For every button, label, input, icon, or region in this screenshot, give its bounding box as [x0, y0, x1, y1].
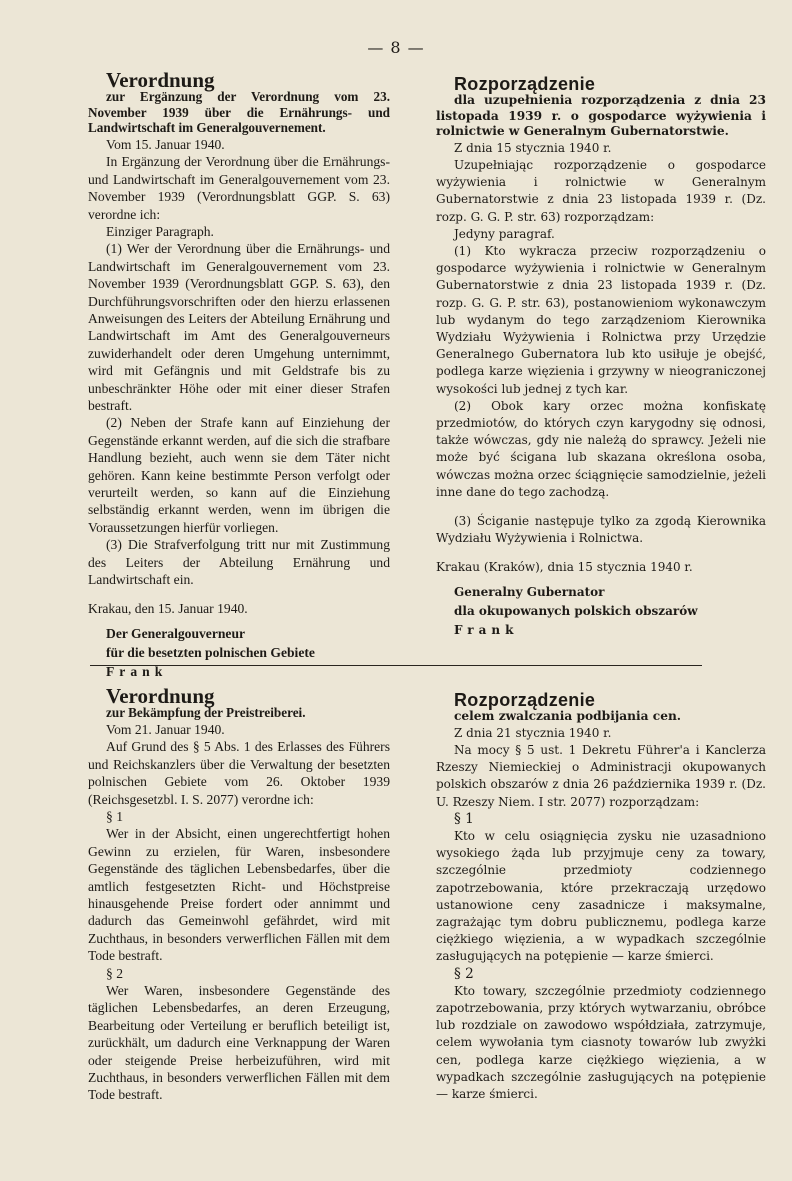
section-2-heading: § 2: [106, 965, 123, 981]
decree-date: Z dnia 15 stycznia 1940 r.: [454, 140, 612, 155]
paragraph-1: (1) Wer der Verordnung über die Ernährungs- und Landwirtschaft im Generalgouvernement vom 23. November 1939 (Verordnungsblatt GGP. S. 63), den Durchführungsvorschriften oder den hierzu erlassenen Anweisungen des Leiters der Abteilung Ernährung und Landwirtschaft im Amt des Generalgouverneurs zuwiderhandelt oder deren Umgehung unternimmt, wird mit Gefängnis und mit Geldstrafe bis zu unbeschränkter Höhe oder mit einer dieser Strafen bestraft.: [88, 241, 390, 413]
decree-subtitle: zur Ergänzung der Verordnung vom 23. November 1939 über die Ernährungs- und Landwirtschaft im Generalgouvernement.: [88, 89, 390, 136]
decree-title: Verordnung: [106, 684, 215, 708]
page-number: — 8 —: [367, 38, 425, 57]
decree-title: Verordnung: [106, 68, 215, 92]
paragraph-2: (2) Obok kary orzec można konfiskatę przedmiotów, do których czyn karygodny się odnosi, także wówczas, gdy nie należą do sprawcy. Jeżeli nie może być ścigana lub skazana określona osoba, wówczas można orzec ściągnięcie samodzielnie, jeżeli inne dane do tego zachodzą.: [436, 398, 766, 499]
signature-title: Generalny Gubernator: [454, 584, 605, 599]
paragraph-heading: Jedyny paragraf.: [454, 226, 555, 241]
signature-name: Frank: [106, 663, 168, 679]
section-1-heading: § 1: [106, 808, 123, 824]
paragraph-3: (3) Die Strafverfolgung tritt nur mit Zustimmung des Leiters der Abteilung Ernährung und Landwirtschaft ein.: [88, 537, 390, 588]
decree-date: Vom 15. Januar 1940.: [106, 136, 225, 152]
decree-title: Rozporządzenie: [454, 690, 596, 710]
decree-date: Z dnia 21 stycznia 1940 r.: [454, 725, 612, 740]
paragraph-heading: Einziger Paragraph.: [106, 223, 214, 239]
place-date: Krakau (Kraków), dnia 15 stycznia 1940 r.: [436, 560, 693, 575]
decree-subtitle: zur Bekämpfung der Preistreiberei.: [106, 705, 306, 721]
top-polish-column: [436, 76, 766, 640]
signature-name: Frank: [454, 622, 519, 637]
signature-subtitle: dla okupowanych polskich obszarów: [454, 603, 698, 618]
paragraph-1: (1) Kto wykracza przeciw rozporządzeniu o gospodarce wyżywienia i rolnictwie w Generalnym Gubernatorstwie z dnia 23 listopada 1939 r. (Dz. rozp. G. G. P. str. 63), postanowieniom wykonawczym lub wydanym do tego zarządzeniom Kierownika Wydziału Wyżywienia i Rolnictwa przy Urzędzie Generalnego Gubernatora lub kto usiłuje je obejść, podlega karze więzienia i grzywny w nieograniczonej wysokości lub jednej z tych kar.: [436, 243, 766, 396]
bottom-german-column: [88, 684, 390, 1104]
section-2-heading: § 2: [454, 965, 474, 982]
top-german-column: [88, 68, 390, 681]
signature-subtitle: für die besetzten polnischen Gebiete: [106, 644, 315, 660]
section-1-text: Wer in der Absicht, einen ungerechtfertigt hohen Gewinn zu erzielen, für Waren, insbesondere Gegenstände des täglichen Lebensbedarfes, über die amtlich festgesetzten Richt- und Höchstpreise hinausgehende Preise fordert oder annimmt und dadurch das Gemeinwohl gefährdet, wird mit Zuchthaus, in besonders verwerflichen Fällen mit dem Tode bestraft.: [88, 826, 390, 964]
decree-intro: Na mocy § 5 ust. 1 Dekretu Führer'a i Kanclerza Rzeszy Niemieckiej o Administracji okupowanych polskich obszarów z dnia 26 października 1939 r. (Dz. U. Rzeszy Niem. I str. 2077) rozporządzam:: [436, 742, 766, 809]
section-2-text: Kto towary, szczególnie przedmioty codziennego zapotrzebowania, przy których wytwarzaniu, obróbce lub rozdziale on zawodowo współdziała, zatrzymuje, celem wywołania tym ciasnoty towarów lub zwyżki cen, podlega karze ciężkiego więzienia, a w wypadkach szczególnie zasługujących na potępienie — karze śmierci.: [436, 983, 766, 1101]
decree-title: Rozporządzenie: [454, 74, 596, 94]
paragraph-3: (3) Ściganie następuje tylko za zgodą Kierownika Wydziału Wyżywienia i Rolnictwa.: [436, 513, 766, 546]
section-1-text: Kto w celu osiągnięcia zysku nie uzasadniono wysokiego żąda lub przyjmuje ceny za towary, szczególnie przedmioty codziennego zapotrzebowania, które przekraczają urzędowo ustanowione ceny zasadnicze i maksymalne, zagrażając tym dobru publicznemu, podlega karze ciężkiego więzienia, a w wypadkach szczególnie zasługujących na potępienie — karze śmierci.: [436, 828, 766, 964]
section-2-text: Wer Waren, insbesondere Gegenstände des täglichen Lebensbedarfes, an deren Erzeugung, Bearbeitung oder Verteilung er beruflich beteiligt ist, zurückhält, um dadurch eine Verknappung der Waren oder steigende Preise herbeizuführen, wird mit Zuchthaus, in besonders verwerflichen Fällen mit dem Tode bestraft.: [88, 983, 390, 1103]
place-date: Krakau, den 15. Januar 1940.: [88, 601, 248, 617]
paragraph-2: (2) Neben der Strafe kann auf Einziehung der Gegenstände erkannt werden, auf die sich die strafbare Handlung bezieht, auch wenn sie dem Täter nicht gehören. Kann keine bestimmte Person verfolgt oder verurteilt werden, so kann auf die Einziehung selbständig erkannt werden, wenn im übrigen die Voraussetzungen hierfür vorliegen.: [88, 415, 390, 535]
decree-intro: In Ergänzung der Verordnung über die Ernährungs- und Landwirtschaft im Generalgouvernement vom 23. November 1939 (Verordnungsblatt GGP. S. 63) verordne ich:: [88, 154, 390, 222]
decree-subtitle: celem zwalczania podbijania cen.: [454, 709, 682, 724]
decree-date: Vom 21. Januar 1940.: [106, 721, 225, 737]
decree-subtitle: dla uzupełnienia rozporządzenia z dnia 23 listopada 1939 r. o gospodarce wyżywienia i rolnictwie w Generalnym Gubernatorstwie.: [436, 93, 766, 139]
signature-title: Der Generalgouverneur: [106, 625, 246, 641]
section-divider: [90, 665, 702, 666]
decree-intro: Uzupełniając rozporządzenie o gospodarce wyżywienia i rolnictwie w Generalnym Gubernatorstwie z dnia 23 listopada 1939 r. (Dz. rozp. G. G. P. str. 63) rozporządzam:: [436, 157, 766, 224]
section-1-heading: § 1: [454, 810, 474, 827]
bottom-polish-column: [436, 692, 766, 1103]
decree-intro: Auf Grund des § 5 Abs. 1 des Erlasses des Führers und Reichskanzlers über die Verwaltung der besetzten polnischen Gebiete vom 26. Oktober 1939 (Reichsgesetzbl. I. S. 2077) verordne ich:: [88, 739, 390, 807]
